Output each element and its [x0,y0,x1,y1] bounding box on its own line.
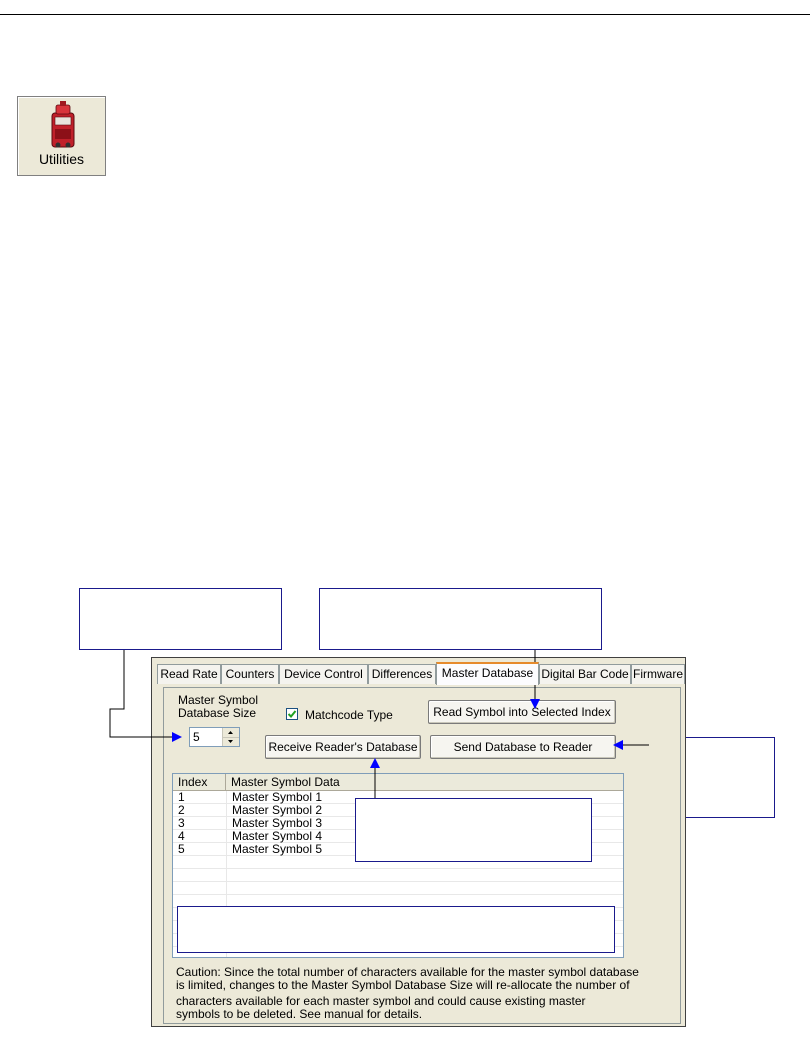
row-master-symbol-data: Master Symbol 1 [232,790,323,804]
row-index: 5 [178,842,185,856]
caution-line-1: Caution: Since the total number of characters available for the master symbol database [176,965,639,979]
database-size-label-line2: Database Size [178,706,257,720]
row-master-symbol-data: Master Symbol 2 [232,803,323,817]
column-header-master-symbol-data[interactable]: Master Symbol Data [231,775,340,789]
tab-firmware[interactable]: Firmware [631,664,685,684]
read-symbol-button[interactable]: Read Symbol into Selected Index [428,700,616,724]
arrow-size-callout [110,650,181,737]
column-header-index[interactable]: Index [173,774,226,790]
row-index: 3 [178,816,185,830]
tab-differences[interactable]: Differences [368,664,436,684]
row-index: 2 [178,803,185,817]
row-master-symbol-data: Master Symbol 5 [232,842,323,856]
row-master-symbol-data: Master Symbol 3 [232,816,323,830]
tab-device-control[interactable]: Device Control [279,664,368,684]
caution-line-4: symbols to be deleted. See manual for details. [176,1007,423,1021]
tab-read-rate[interactable]: Read Rate [157,664,221,684]
database-size-label-line1: Master Symbol [178,693,259,707]
row-master-symbol-data: Master Symbol 4 [232,829,323,843]
database-size-value[interactable]: 5 [193,730,200,744]
row-index: 4 [178,829,185,843]
receive-database-button[interactable]: Receive Reader's Database [265,735,421,759]
send-database-button[interactable]: Send Database to Reader [430,735,616,759]
tab-counters[interactable]: Counters [221,664,279,684]
tab-digital-bar-code[interactable]: Digital Bar Code [539,664,631,684]
utilities-label: Utilities [38,151,85,167]
tab-master-database[interactable]: Master Database [436,662,539,685]
caution-line-3: characters available for each master symbol and could cause existing master [176,994,586,1008]
caution-line-2: is limited, changes to the Master Symbol Database Size will re-allocate the number of [176,978,630,992]
row-index: 1 [178,790,185,804]
matchcode-type-label: Matchcode Type [305,708,393,722]
